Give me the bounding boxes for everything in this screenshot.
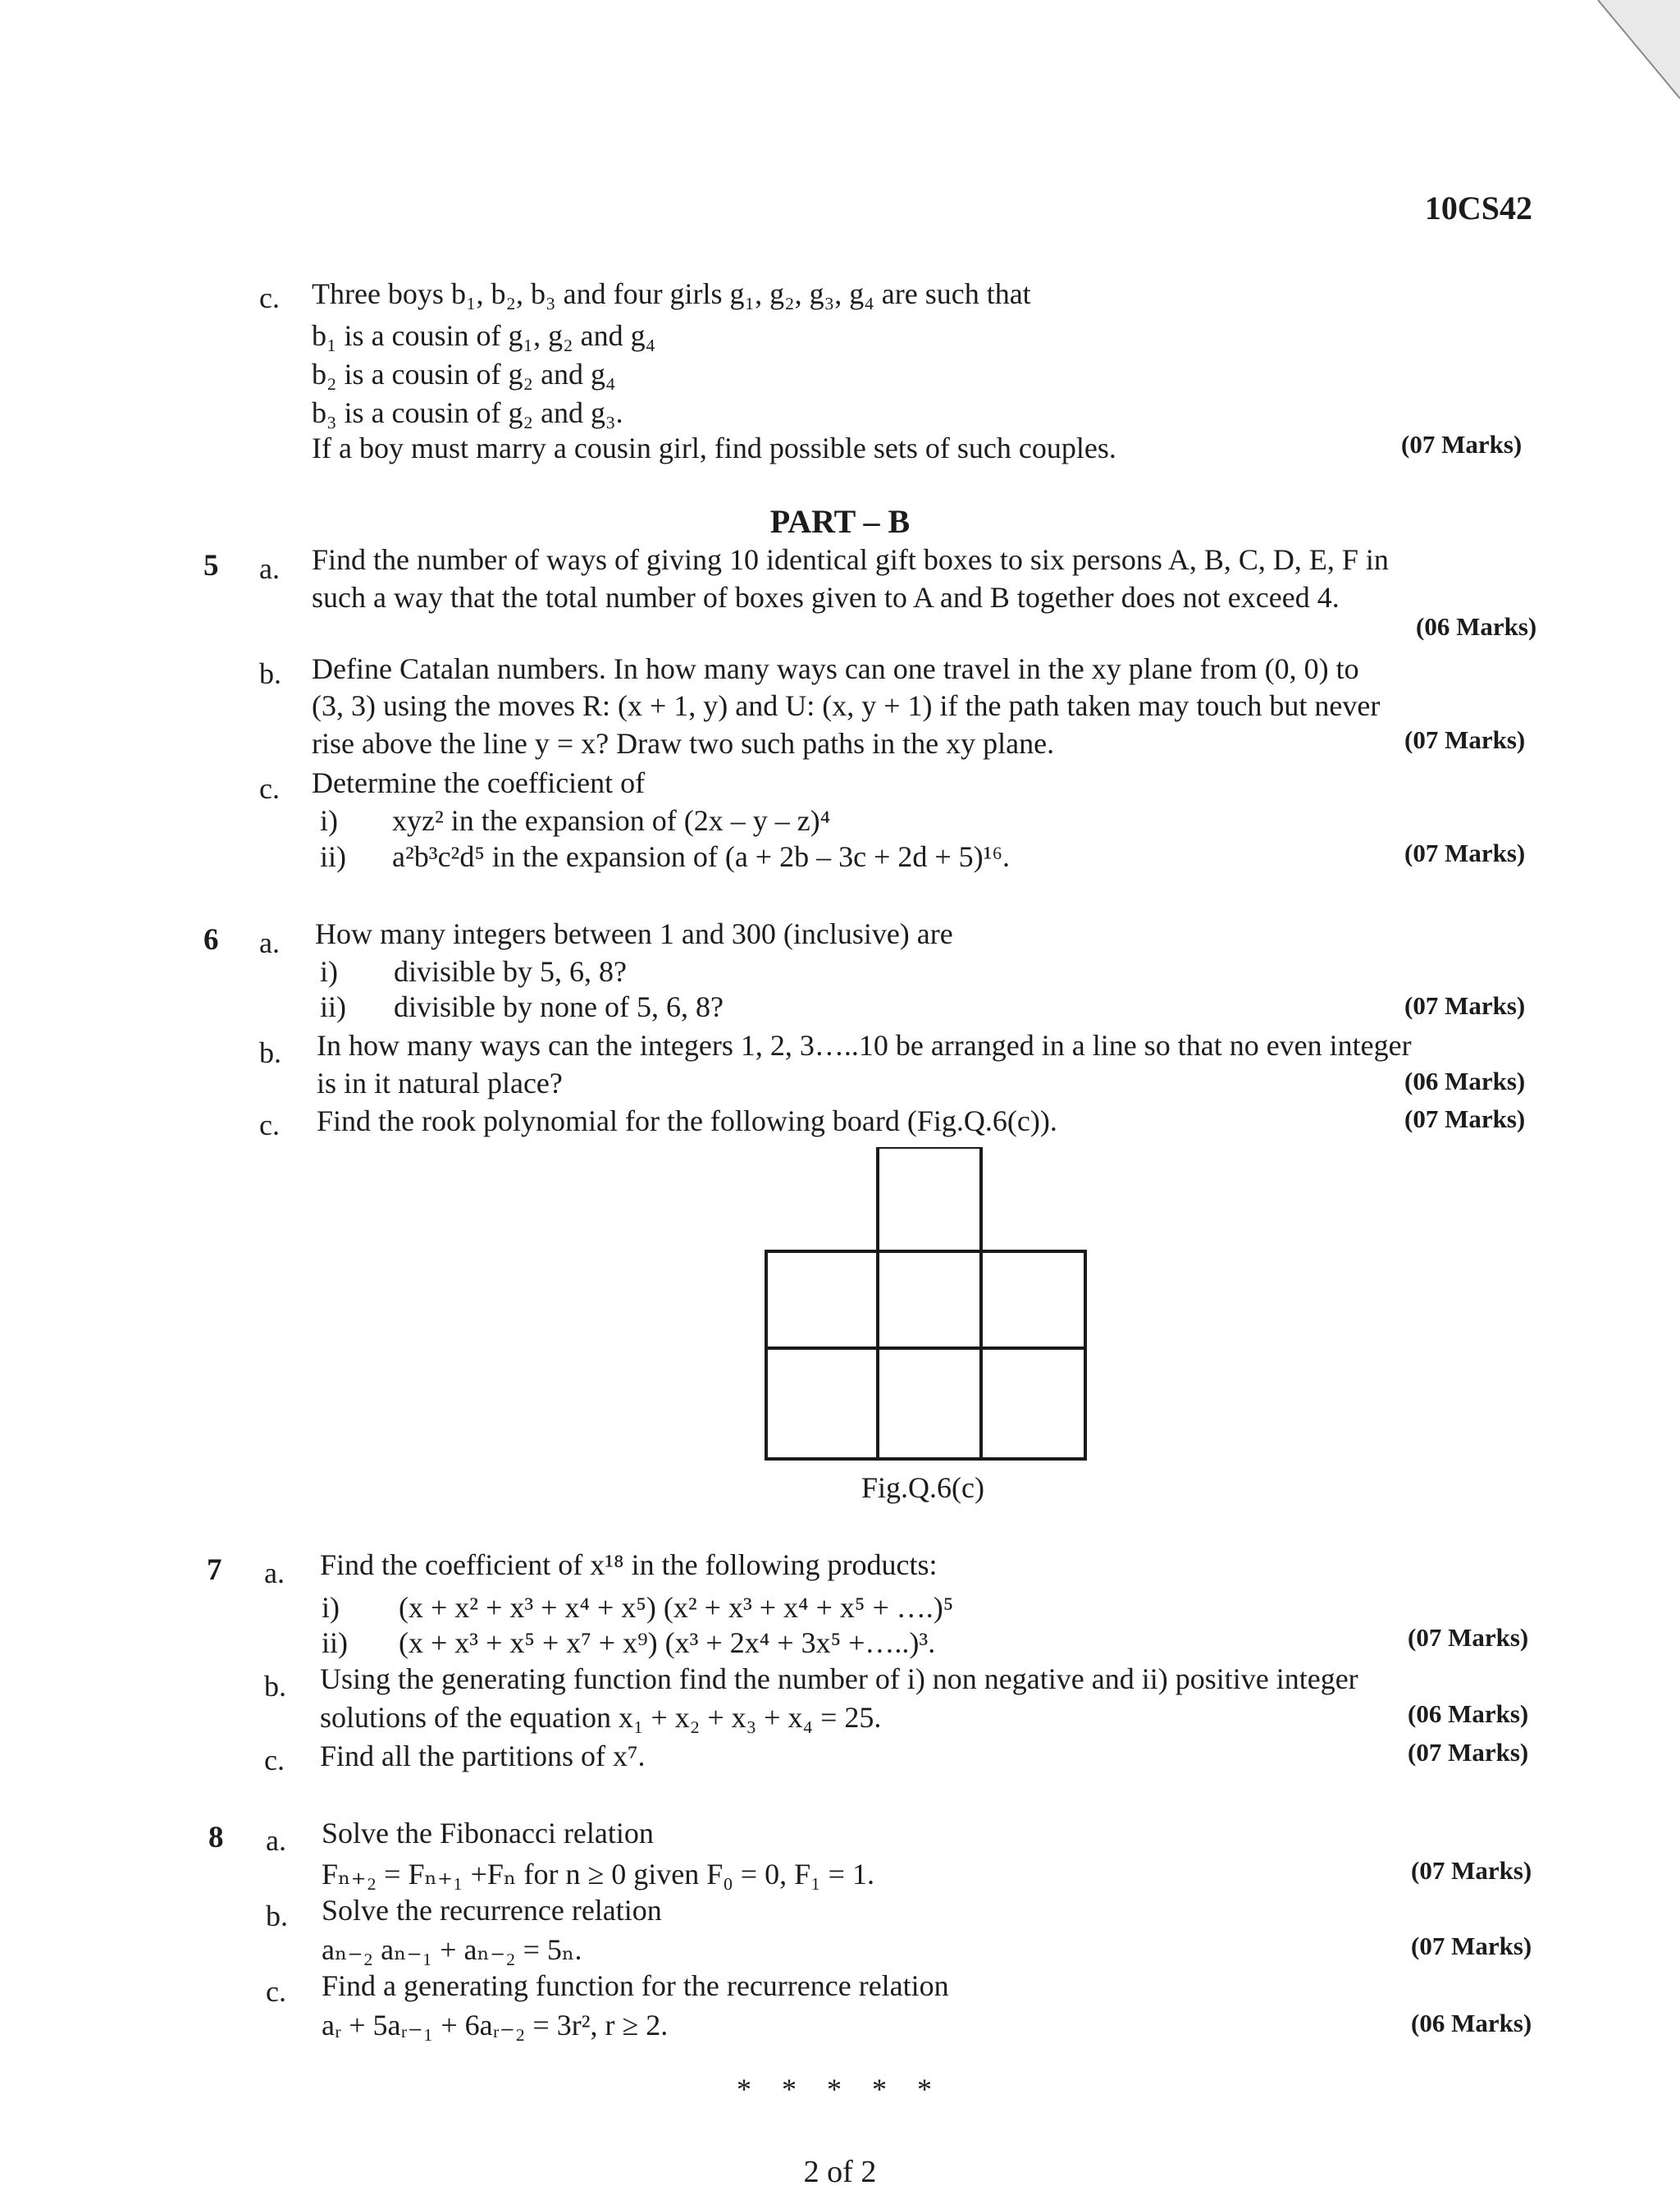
part-b-heading: PART – B (769, 503, 911, 540)
q8b-letter: b. (266, 1900, 288, 1932)
board-cell-r2c1 (766, 1348, 878, 1459)
q6b-letter: b. (259, 1036, 281, 1069)
rook-board-figure (763, 1147, 1091, 1467)
q4c-line-2: b₁ is a cousin of g₁, g₂ and g₄ (312, 319, 656, 352)
q6b-line-2: is in it natural place? (317, 1067, 563, 1100)
q7a-item-1: (x + x² + x³ + x⁴ + x⁵) (x² + x³ + x⁴ + x⁵ + ….)⁵ (399, 1591, 954, 1624)
q8b-line-2: aₙ₋₂ aₙ₋₁ + aₙ₋₂ = 5ₙ. (322, 1933, 582, 1966)
paper-code: 10CS42 (1424, 190, 1532, 226)
q6b-marks: (06 Marks) (1404, 1067, 1526, 1095)
q8-number: 8 (208, 1821, 224, 1854)
q5a-letter: a. (259, 552, 280, 585)
q5c-marks: (07 Marks) (1404, 839, 1526, 867)
q4c-marks: (07 Marks) (1401, 430, 1522, 459)
q5a-marks: (06 Marks) (1416, 612, 1537, 641)
q5c-item-2: a²b³c²d⁵ in the expansion of (a + 2b – 3c + 2d + 5)¹⁶. (392, 840, 1011, 873)
q5c-intro: Determine the coefficient of (312, 766, 646, 799)
q8a-marks: (07 Marks) (1411, 1856, 1532, 1885)
q6c-marks: (07 Marks) (1404, 1104, 1526, 1133)
q5c-letter: c. (259, 772, 280, 805)
q8c-line-1: Find a generating function for the recurrence relation (322, 1969, 949, 2002)
q4c-letter: c. (259, 281, 280, 314)
q5c-item-1: xyz² in the expansion of (2x – y – z)⁴ (392, 804, 831, 837)
board-cell-r2c2 (878, 1348, 981, 1459)
q7a-roman-1: i) (322, 1591, 340, 1624)
q6b-line-1: In how many ways can the integers 1, 2, 3…..10 be arranged in a line so that no even integer (317, 1029, 1412, 1062)
q5b-marks: (07 Marks) (1404, 725, 1526, 754)
q7a-letter: a. (264, 1557, 285, 1589)
q5-number: 5 (203, 549, 219, 583)
q6a-letter: a. (259, 926, 280, 959)
board-cell-r2c3 (981, 1348, 1085, 1459)
q6a-intro: How many integers between 1 and 300 (inclusive) are (315, 917, 953, 950)
q8a-line-1: Solve the Fibonacci relation (322, 1817, 654, 1849)
q7a-intro: Find the coefficient of x¹⁸ in the following products: (320, 1548, 938, 1581)
q8c-letter: c. (266, 1975, 286, 2008)
q7c-marks: (07 Marks) (1408, 1738, 1529, 1767)
board-cell-r1c2 (878, 1251, 981, 1348)
q8a-line-2: Fₙ₊₂ = Fₙ₊₁ +Fₙ for n ≥ 0 given F₀ = 0, F₁ = 1. (322, 1858, 874, 1891)
q5b-line-1: Define Catalan numbers. In how many ways can one travel in the xy plane from (0, 0) to (312, 652, 1359, 685)
q6-number: 6 (203, 923, 219, 957)
q4c-line-5: If a boy must marry a cousin girl, find possible sets of such couples. (312, 432, 1116, 464)
q7b-line-2: solutions of the equation x₁ + x₂ + x₃ + x₄ = 25. (320, 1701, 882, 1734)
q5a-line-1: Find the number of ways of giving 10 identical gift boxes to six persons A, B, C, D, E, F in (312, 543, 1389, 576)
q6c-line-1: Find the rook polynomial for the following board (Fig.Q.6(c)). (317, 1104, 1057, 1137)
q5b-line-2: (3, 3) using the moves R: (x + 1, y) and U: (x, y + 1) if the path taken may touch but never (312, 689, 1381, 722)
q7b-letter: b. (264, 1670, 286, 1703)
q4c-line-1: Three boys b₁, b₂, b₃ and four girls g₁, g₂, g₃, g₄ are such that (312, 277, 1031, 310)
q8b-line-1: Solve the recurrence relation (322, 1894, 662, 1927)
q7c-letter: c. (264, 1744, 285, 1776)
q5c-roman-2: ii) (320, 840, 346, 873)
q7b-marks: (06 Marks) (1408, 1699, 1529, 1728)
q5c-roman-1: i) (320, 804, 338, 837)
q7b-line-1: Using the generating function find the number of i) non negative and ii) positive integer (320, 1662, 1358, 1695)
q8b-marks: (07 Marks) (1411, 1932, 1532, 1960)
board-cell-r1c1 (766, 1251, 878, 1348)
q7a-marks: (07 Marks) (1408, 1623, 1529, 1652)
q6a-roman-1: i) (320, 955, 338, 988)
q5a-line-2: such a way that the total number of boxes given to A and B together does not exceed 4. (312, 581, 1340, 614)
q6a-item-1: divisible by 5, 6, 8? (394, 955, 627, 988)
figure-caption: Fig.Q.6(c) (861, 1471, 984, 1504)
q7a-roman-2: ii) (322, 1626, 348, 1659)
end-marker: * * * * * (737, 2073, 943, 2105)
q6a-item-2: divisible by none of 5, 6, 8? (394, 990, 724, 1023)
page-corner-fold (1582, 0, 1680, 139)
q8c-marks: (06 Marks) (1411, 2009, 1532, 2037)
q8c-line-2: aᵣ + 5aᵣ₋₁ + 6aᵣ₋₂ = 3r², r ≥ 2. (322, 2009, 669, 2041)
q4c-line-3: b₂ is a cousin of g₂ and g₄ (312, 358, 616, 391)
q7c-line-1: Find all the partitions of x⁷. (320, 1740, 646, 1772)
page-number: 2 of 2 (803, 2155, 877, 2189)
q5b-letter: b. (259, 657, 281, 690)
q7a-item-2: (x + x³ + x⁵ + x⁷ + x⁹) (x³ + 2x⁴ + 3x⁵ +…..)³. (399, 1626, 936, 1659)
q6a-marks: (07 Marks) (1404, 991, 1526, 1020)
q6c-letter: c. (259, 1109, 280, 1141)
q7-number: 7 (207, 1553, 222, 1587)
board-cell-top (878, 1147, 981, 1251)
q6a-roman-2: ii) (320, 990, 346, 1023)
board-cell-r1c3 (981, 1251, 1085, 1348)
q4c-line-4: b₃ is a cousin of g₂ and g₃. (312, 396, 623, 429)
q5b-line-3: rise above the line y = x? Draw two such paths in the xy plane. (312, 727, 1055, 760)
q8a-letter: a. (266, 1824, 286, 1857)
